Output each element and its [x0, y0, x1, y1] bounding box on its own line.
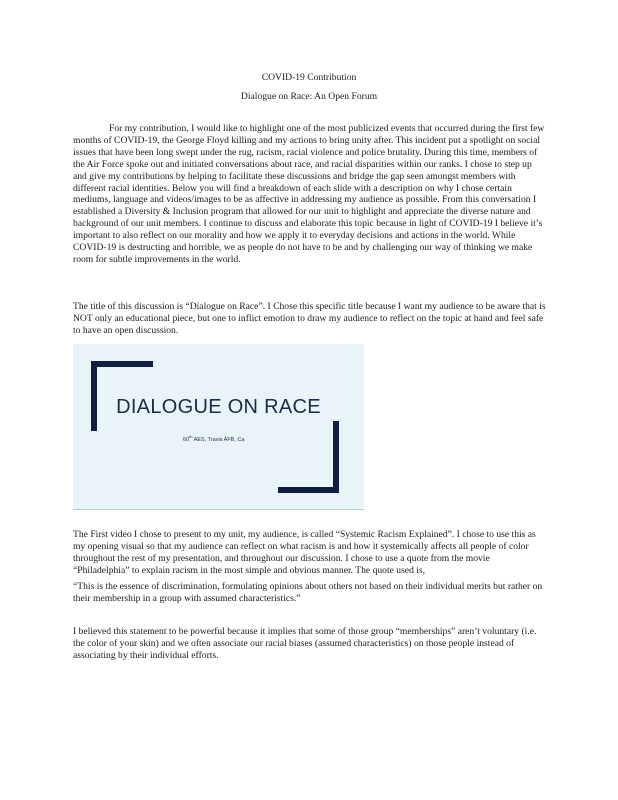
document-title: COVID-19 Contribution — [261, 72, 357, 83]
slide-bracket-top-left — [91, 361, 153, 367]
intro-paragraph: For my contribution, I would like to highlight one of the most publicized events that occurred during the first few months of COVID-19, the George Floyd killing and my actions to bring unity after. This incident put a spotlight on social issues that have been long swept under the rug, racism, racial violence and police brutality. During this time, members of the Air Force spoke out and initiated conversations about race, and racial disparities within our ranks. I chose to step up and give my contributions by helping to facilitate these discussions and bridge the gap seen amongst members with different racial identities. Below you will find a breakdown of each slide with a description on why I chose certain mediums, language and videos/images to be as affective in addressing my audience as possible. From this conversation I established a Diversity & Inclusion program that allowed for our unit to highlight and appreciate the diverse nature and background of our unit members. I continue to discuss and elaborate this topic because in light of COVID-19 I believe it’s important to also reflect on our morality and how we apply it to everyday decisions and actions in the world. While COVID-19 is destructing and horrible, we as people do not have to be and by challenging our way of thinking we make room for subtle improvements in the world. — [73, 123, 545, 265]
slide-bracket-bottom-right — [278, 487, 339, 493]
slide-title: DIALOGUE ON RACE — [116, 396, 321, 418]
document-subtitle: Dialogue on Race: An Open Forum — [240, 91, 378, 102]
first-video-paragraph: The First video I chose to present to my unit, my audience, is called “Systemic Racism Explained”. I chose to use this as my opening visual so that my audience can reflect on what racism is and how it systemically affects all people of color throughout the rest of my presentation, and throughout our discussion. I chose to use a quote from the movie “Philadelphia” to explain racism in the most simple and obvious manner. The quote used is, — [73, 529, 536, 576]
title-explanation-paragraph: The title of this discussion is “Dialogue on Race”. I Chose this specific title because I want my audience to be aware that is NOT only an educational piece, but one to inflict emotion to draw my audience to reflect on the topic at hand and feel safe to have an open discussion. — [73, 301, 546, 336]
slide-bracket-bottom-right — [333, 421, 339, 493]
slide-subtitle: 60th AES, Travis AFB, Ca — [183, 434, 245, 443]
reflection-paragraph: I believed this statement to be powerful because it implies that some of those group “memberships” aren’t voluntary (i.e. the color of your skin) and we often associate our racial biases (assumed characteristics) on those people instead of associating by their individual efforts. — [73, 626, 537, 661]
quote-paragraph: “This is the essence of discrimination, formulating opinions about others not based on their individual merits but rather on their membership in a group with assumed characteristics.” — [73, 581, 543, 604]
slide-thumbnail — [73, 344, 364, 510]
